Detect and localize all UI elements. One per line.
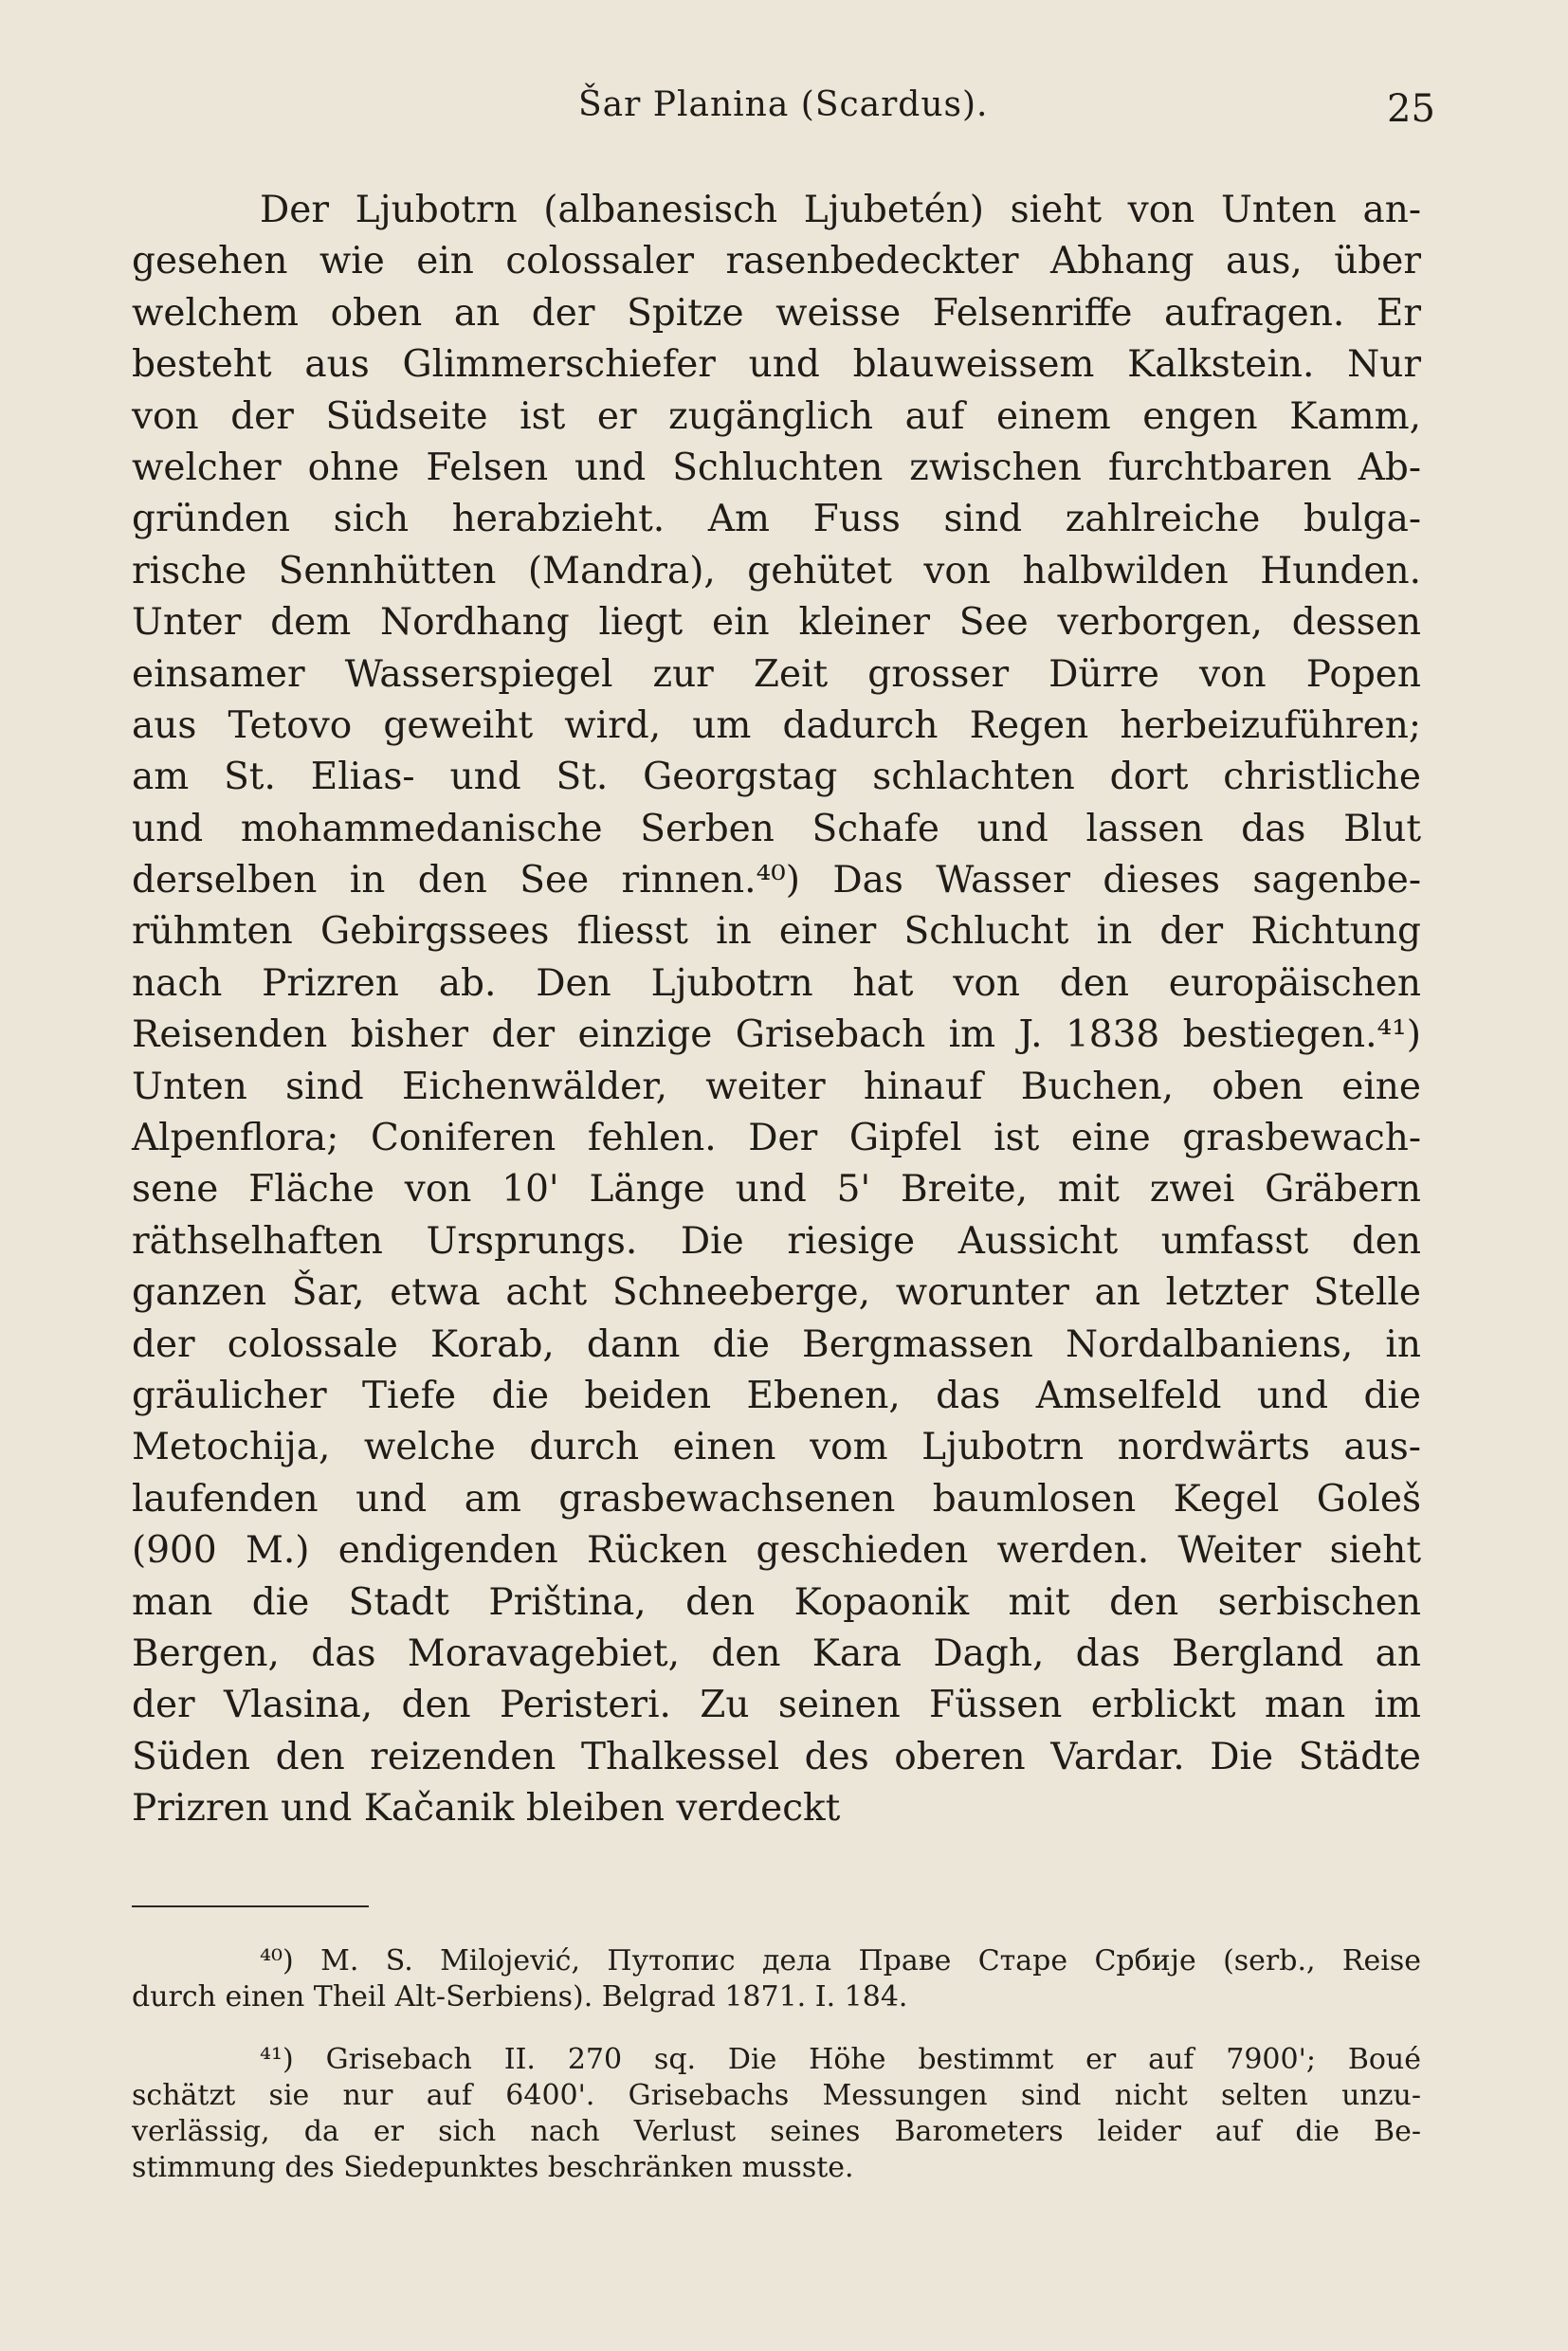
- text-line: räthselhaften Ursprungs. Die riesige Aussicht umfasst den: [132, 1219, 1421, 1263]
- page-number: 25: [1387, 87, 1435, 131]
- page-header: [0, 78, 1568, 135]
- text-line: ganzen Šar, etwa acht Schneeberge, worunter an letzter Stelle: [132, 1271, 1421, 1315]
- text-line: der colossale Korab, dann die Bergmassen Nordalbaniens, in: [132, 1322, 1421, 1366]
- footnote-41-line: schätzt sie nur auf 6400'. Grisebachs Messungen sind nicht selten unzu-: [132, 2079, 1421, 2112]
- text-line: gesehen wie ein colossaler rasenbedeckter Abhang aus, über: [132, 240, 1421, 283]
- text-line: Der Ljubotrn (albanesisch Ljubetén) sieht von Unten an-: [260, 189, 1421, 231]
- text-line: (900 M.) endigenden Rücken geschieden werden. Weiter sieht: [132, 1529, 1421, 1573]
- text-line: am St. Elias- und St. Georgstag schlachten dort christliche: [132, 756, 1421, 799]
- text-line: Süden den reizenden Thalkessel des oberen Vardar. Die Städte: [132, 1735, 1421, 1778]
- text-line: Prizren und Kačanik bleiben verdeckt: [132, 1787, 841, 1831]
- text-line: Unter dem Nordhang liegt ein kleiner See verborgen, dessen: [132, 601, 1421, 645]
- text-line: Metochija, welche durch einen vom Ljubotrn nordwärts aus-: [132, 1426, 1421, 1469]
- text-line: und mohammedanische Serben Schafe und lassen das Blut: [132, 807, 1421, 850]
- running-title: Šar Planina (Scardus).: [578, 85, 989, 124]
- footnote-41-line: verlässig, da er sich nach Verlust seines Barometers leider auf die Be-: [132, 2115, 1421, 2148]
- footnote-41-line: ⁴¹) Grisebach II. 270 sq. Die Höhe bestimmt er auf 7900'; Boué: [260, 2043, 1421, 2076]
- text-line: sene Fläche von 10' Länge und 5' Breite, mit zwei Gräbern: [132, 1168, 1421, 1212]
- text-line: derselben in den See rinnen.⁴⁰) Das Wasser dieses sagenbe-: [132, 859, 1421, 902]
- main-text: [132, 185, 1421, 1835]
- footnotes: [132, 1943, 1421, 2186]
- text-line: rische Sennhütten (Mandra), gehütet von halbwilden Hunden.: [132, 549, 1421, 592]
- text-line: man die Stadt Priština, den Kopaonik mit den serbischen: [132, 1580, 1421, 1624]
- text-line: rühmten Gebirgssees fliesst in einer Schlucht in der Richtung: [132, 910, 1421, 954]
- text-line: einsamer Wasserspiegel zur Zeit grosser Dürre von Popen: [132, 652, 1421, 696]
- footnote-40-line: durch einen Theil Alt-Serbiens). Belgrad 1871. I. 184.: [132, 1980, 908, 2014]
- text-line: Unten sind Eichenwälder, weiter hinauf Buchen, oben eine: [132, 1065, 1421, 1108]
- text-line: Bergen, das Moravagebiet, den Kara Dagh, das Bergland an: [132, 1631, 1421, 1675]
- text-line: welcher ohne Felsen und Schluchten zwischen furchtbaren Ab-: [132, 446, 1421, 489]
- text-line: aus Tetovo geweiht wird, um dadurch Regen herbeizuführen;: [132, 703, 1421, 747]
- footnote-41-line: stimmung des Siedepunktes beschränken musste.: [132, 2151, 854, 2184]
- footnote-40-line: ⁴⁰) M. S. Milojević, Путопис дела Праве Старе Србије (serb., Reise: [260, 1944, 1421, 1977]
- text-line: besteht aus Glimmerschiefer und blauweissem Kalkstein. Nur: [132, 343, 1421, 387]
- text-line: Alpenflora; Coniferen fehlen. Der Gipfel ist eine grasbewach-: [132, 1117, 1421, 1160]
- text-line: Reisenden bisher der einzige Grisebach im J. 1838 bestiegen.⁴¹): [132, 1013, 1421, 1057]
- text-line: gräulicher Tiefe die beiden Ebenen, das Amselfeld und die: [132, 1374, 1421, 1417]
- text-line: gründen sich herabzieht. Am Fuss sind zahlreiche bulga-: [132, 498, 1421, 541]
- footnote-divider: [132, 1905, 369, 1907]
- text-line: der Vlasina, den Peristeri. Zu seinen Füssen erblickt man im: [132, 1684, 1421, 1727]
- text-line: laufenden und am grasbewachsenen baumlosen Kegel Goleš: [132, 1477, 1421, 1521]
- text-line: nach Prizren ab. Den Ljubotrn hat von den europäischen: [132, 961, 1421, 1005]
- text-line: welchem oben an der Spitze weisse Felsenriffe aufragen. Er: [132, 291, 1421, 335]
- text-line: von der Südseite ist er zugänglich auf einem engen Kamm,: [132, 394, 1421, 438]
